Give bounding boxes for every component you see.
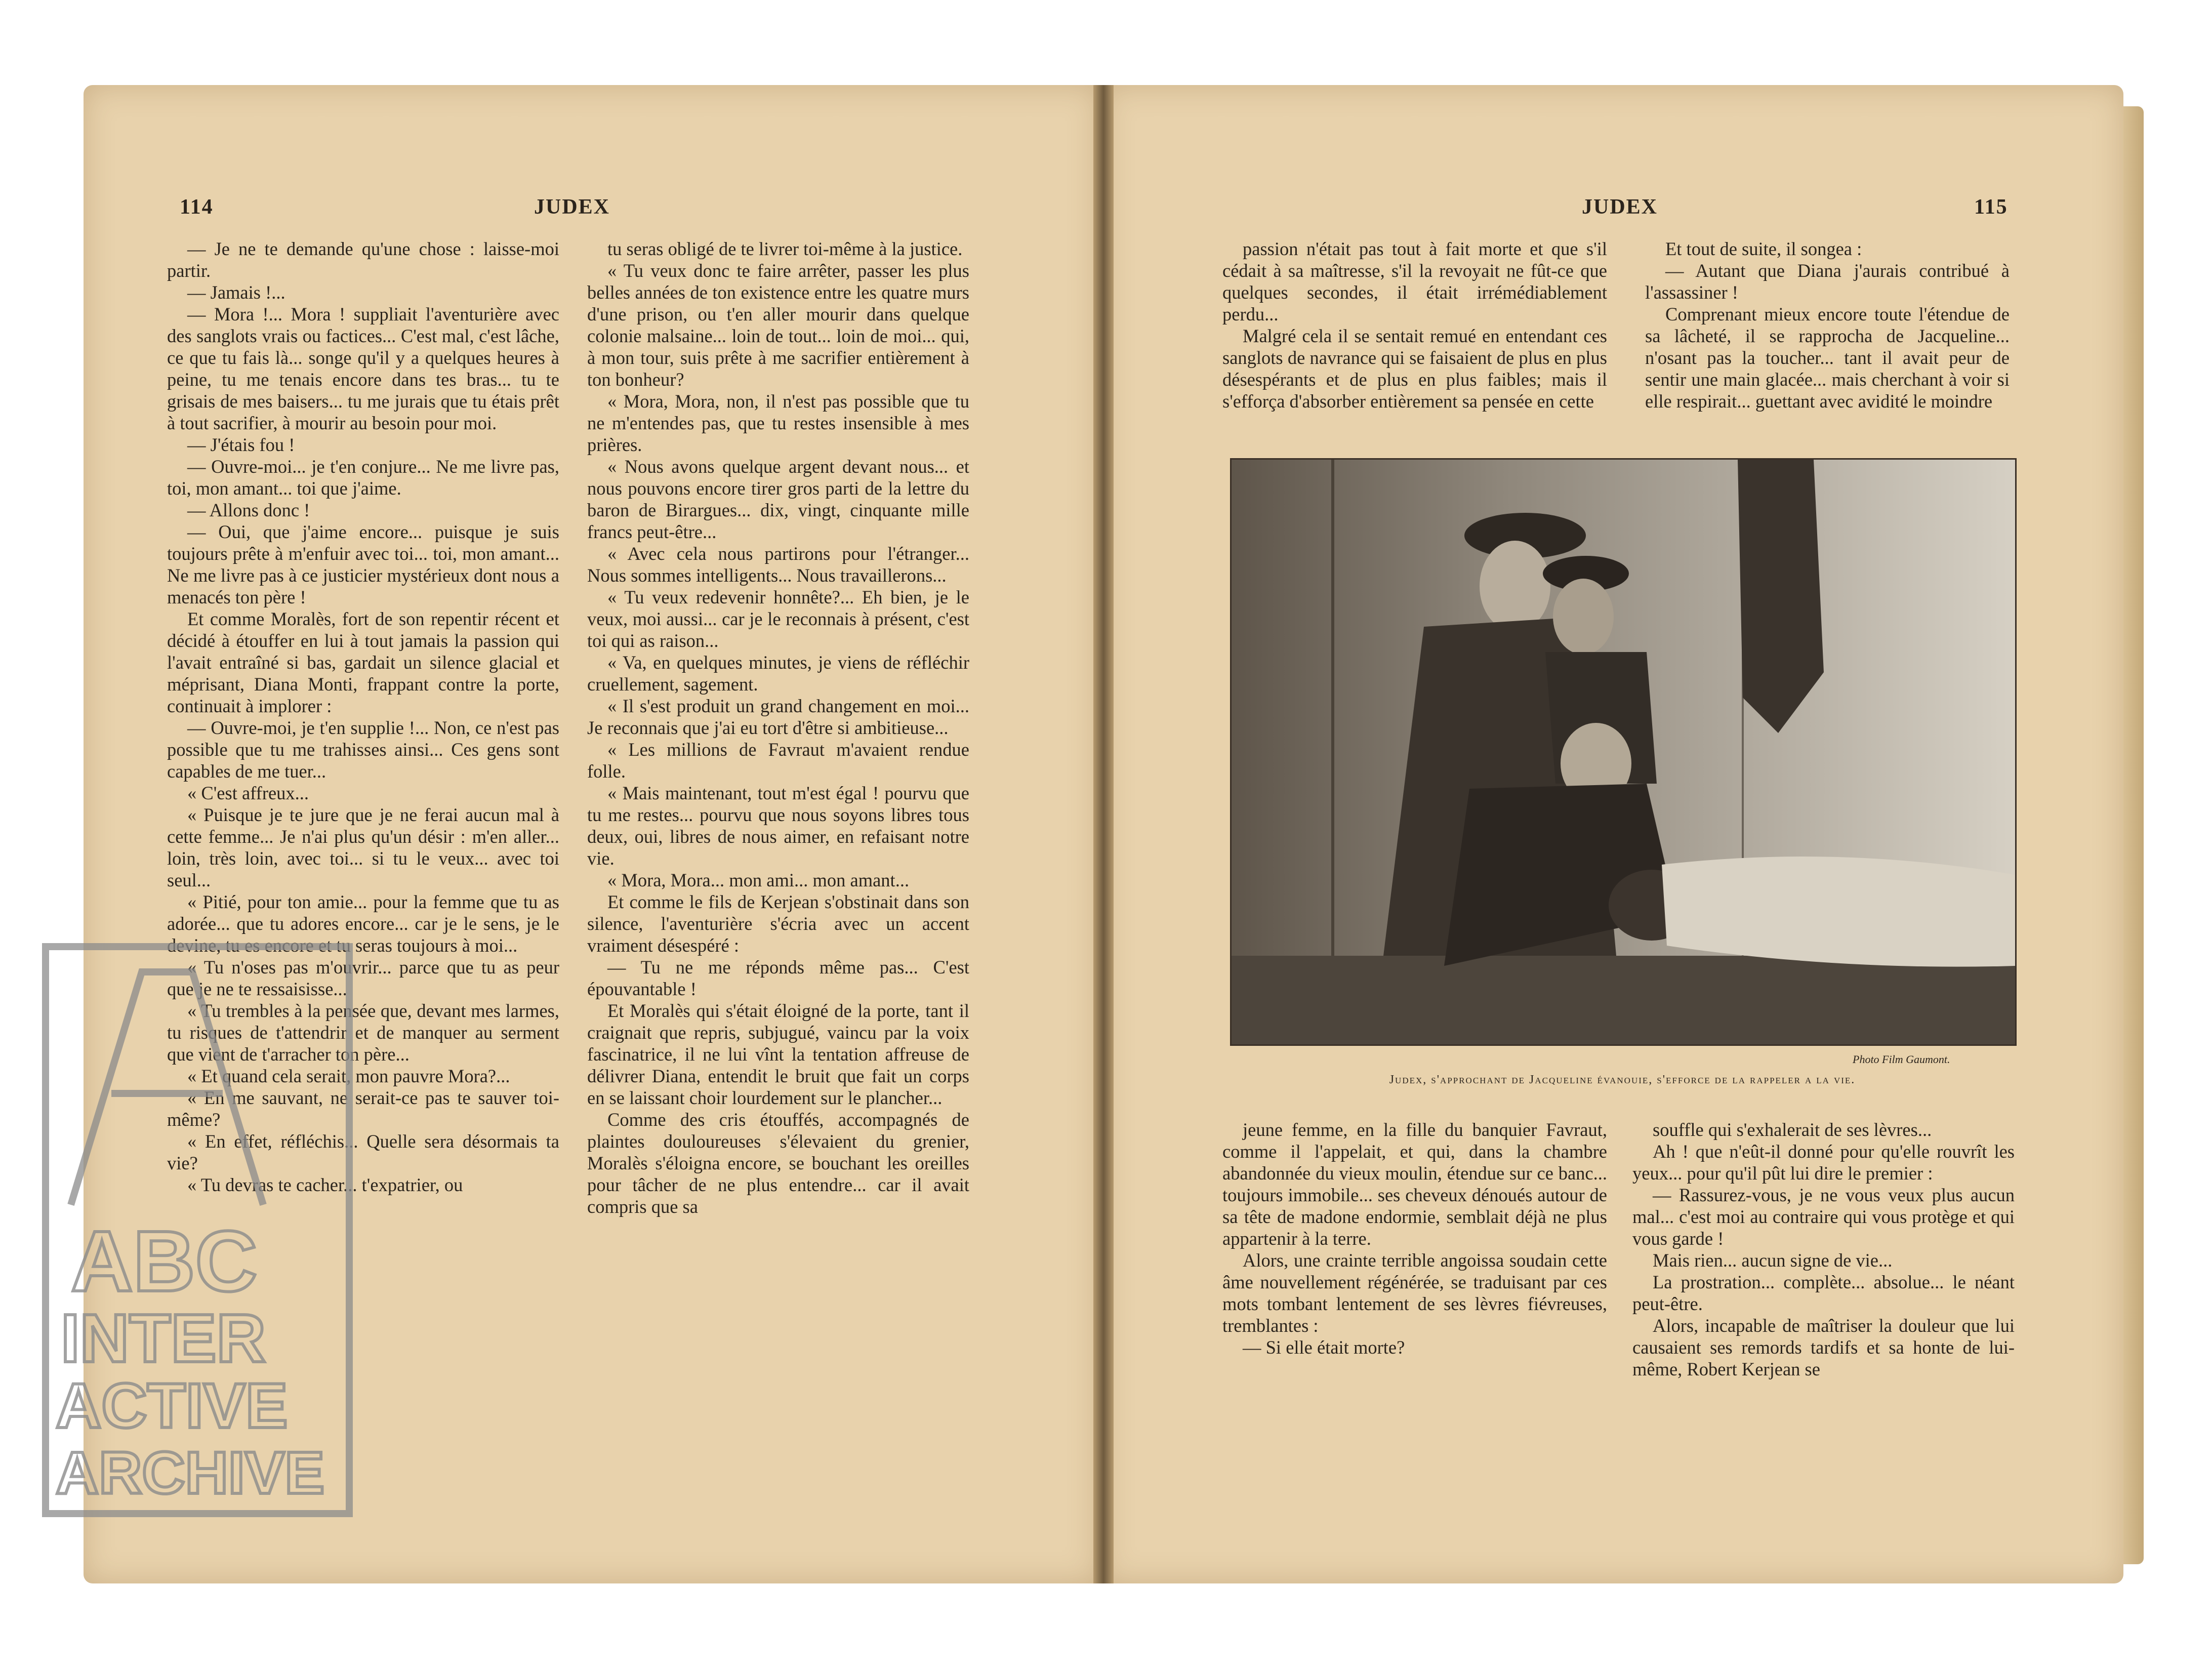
paragraph: — Je ne te demande qu'une chose : laisse-moi partir.	[167, 238, 559, 281]
paragraph: « C'est affreux...	[187, 783, 309, 803]
paragraph: — Ouvre-moi... je t'en conjure... Ne me livre pas, toi, mon amant... toi que j'aime.	[167, 456, 559, 499]
paragraph: Alors, incapable de maîtriser la douleur que lui causaient ses remords tardifs et sa honte de lui-même, Robert Kerjean se	[1632, 1315, 2015, 1379]
paragraph: « Tu devras te cacher... t'expatrier, ou	[187, 1174, 463, 1195]
paragraph: passion n'était pas tout à fait morte et que s'il cédait à sa maîtresse, s'il la revoyait ne fût-ce que quelques secondes, il était irrémédiablement perdu...	[1222, 238, 1607, 324]
paragraph: « Tu trembles à la pensée que, devant mes larmes, tu risques de t'attendrir et de manquer au serment que vient de t'arracher ton père...	[167, 1000, 559, 1065]
paragraph: Malgré cela il se sentait remué en entendant ces sanglots de navrance qui se faisaient de plus en plus désespérants et de plus en plus faibles; mais il s'efforça d'absorber entièrement sa pensée en cette	[1222, 326, 1607, 412]
watermark-line-3: ACTIVE	[56, 1371, 288, 1441]
paragraph: Ah ! que n'eût-il donné pour qu'elle rouvrît les yeux... pour qu'il pût lui dire le premier :	[1632, 1141, 2015, 1184]
paragraph: — Jamais !...	[187, 282, 285, 303]
watermark-line-4: ARCHIVE	[56, 1440, 325, 1507]
right-page-number: 115	[1974, 195, 2008, 219]
paragraph: — Oui, que j'aime encore... puisque je suis toujours prête à m'enfuir avec toi... toi, mon amant... Ne me livre pas à ce justicier mystérieux dont nous a menacés ton père !	[167, 521, 559, 607]
paragraph: Et comme le fils de Kerjean s'obstinait dans son silence, l'aventurière s'écria avec un accent vraiment désespéré :	[587, 891, 969, 956]
paragraph: « Et quand cela serait, mon pauvre Mora?...	[187, 1066, 510, 1086]
left-column-2	[587, 238, 969, 1217]
paragraph: « Nous avons quelque argent devant nous... et nous pouvons encore tirer gros parti de la lettre du baron de Birargues... dix, vingt, cinquante mille francs peut-être...	[587, 456, 969, 542]
paragraph: « Tu veux donc te faire arrêter, passer les plus belles années de ton existence entre les quatre murs d'une prison, ou t'en aller mourir dans quelque colonie malsaine... loin de tout... loin de moi... qui, à mon tour, suis prête à me sacrifier entièrement à ton bonheur?	[587, 260, 969, 390]
paragraph: « Mais maintenant, tout m'est égal ! pourvu que tu me restes... pourvu que nous soyons libres tous deux, oui, libres de nous aimer, en refaisant notre vie.	[587, 783, 969, 869]
paragraph: — Si elle était morte?	[1243, 1337, 1405, 1358]
paragraph: « Avec cela nous partirons pour l'étranger... Nous sommes intelligents... Nous travaillerons...	[587, 543, 969, 586]
paragraph: « Mora, Mora... mon ami... mon amant...	[607, 870, 910, 890]
page-edges	[2123, 106, 2144, 1564]
photo-credit: Photo Film Gaumont.	[1853, 1053, 1950, 1066]
paragraph: « En effet, réfléchis... Quelle sera désormais ta vie?	[167, 1131, 559, 1173]
left-running-head: JUDEX	[534, 195, 610, 219]
photo-caption: Judex, s'approchant de Jacqueline évanouie, s'efforce de la rappeler a la vie.	[1389, 1073, 1856, 1086]
paragraph: Et tout de suite, il songea :	[1665, 238, 1862, 259]
paragraph: « Mora, Mora, non, il n'est pas possible que tu ne m'entendes pas, que tu restes insensible à mes prières.	[587, 391, 969, 455]
paragraph: — Ouvre-moi, je t'en supplie !... Non, ce n'est pas possible que tu me trahisses ainsi... Ces gens sont capables de me tuer...	[167, 717, 559, 782]
watermark-line-1: ABC	[71, 1213, 258, 1310]
right-running-head: JUDEX	[1582, 195, 1658, 219]
paragraph: — Autant que Diana j'aurais contribué à l'assassiner !	[1645, 260, 2010, 303]
left-page-number: 114	[180, 195, 214, 219]
right-top-column-1	[1222, 238, 1607, 435]
paragraph: — J'étais fou !	[187, 434, 295, 455]
paragraph: Comprenant mieux encore toute l'étendue de sa lâcheté, il se rapprocha de Jacqueline... n'osant pas la toucher... tant il avait peur de sentir une main glacée... mais cherchant à voir si elle respirait... guettant avec avidité le moindre	[1645, 304, 2010, 412]
paragraph: « Puisque je te jure que je ne ferai aucun mal à cette femme... Je n'ai plus qu'un désir : m'en aller... loin, très loin, avec toi... si tu le veux... avec toi seul...	[167, 804, 559, 890]
paragraph: « Va, en quelques minutes, je viens de réfléchir cruellement, sagement.	[587, 652, 969, 695]
paragraph: « Il s'est produit un grand changement en moi... Je reconnais que j'ai eu tort d'être si ambitieuse...	[587, 696, 969, 738]
book-gutter	[1093, 85, 1114, 1583]
paragraph: tu seras obligé de te livrer toi-même à la justice.	[607, 238, 963, 259]
lying-woman	[1662, 857, 2015, 967]
paragraph: « En me sauvant, ne serait-ce pas te sauver toi-même?	[167, 1087, 559, 1130]
paragraph: souffle qui s'exhalerait de ses lèvres...	[1653, 1119, 1932, 1140]
paragraph: Alors, une crainte terrible angoissa soudain cette âme nouvellement régénérée, se traduisant par ces mots tombant lentement de ses lèvres fiévreuses, tremblantes :	[1222, 1250, 1607, 1336]
paragraph: « Pitié, pour ton amie... pour la femme que tu as adorée... que tu adores encore... car je le sens, je le devine, tu es encore et tu seras toujours à moi...	[167, 891, 559, 956]
paragraph: La prostration... complète... absolue... le néant peut-être.	[1632, 1272, 2015, 1314]
paragraph: Et Moralès qui s'était éloigné de la porte, tant il craignait que repris, subjugué, vaincu par la voix fascinatrice, il ne lui vînt la tentation affreuse de délivrer Diana, entendit le bruit que fait un corps en se laissant choir lourdement sur le plancher...	[587, 1000, 969, 1108]
right-bottom-column-2	[1632, 1119, 2015, 1380]
photo-illustration	[1232, 460, 2015, 1044]
paragraph: « Les millions de Favraut m'avaient rendue folle.	[587, 739, 969, 782]
paragraph: Comme des cris étouffés, accompagnés de plaintes douloureuses s'élevaient du grenier, Moralès s'éloigna encore, se bouchant les oreilles pour tâcher de ne plus entendre... car il avait compris que sa	[587, 1109, 969, 1217]
paragraph: « Tu veux redevenir honnête?... Eh bien, je le veux, moi aussi... car je le reconnais à présent, c'est toi qui as raison...	[587, 587, 969, 651]
paragraph: — Allons donc !	[187, 500, 310, 520]
film-still-photo	[1230, 458, 2017, 1046]
archive-watermark-logo	[40, 942, 354, 1519]
paragraph: — Rassurez-vous, je ne vous veux plus aucun mal... c'est moi au contraire qui vous protège et qui vous garde !	[1632, 1185, 2015, 1249]
right-bottom-column-1	[1222, 1119, 1607, 1358]
watermark-line-2: INTER	[61, 1300, 266, 1376]
paragraph: jeune femme, en la fille du banquier Favraut, comme il l'appelait, et qui, dans la chambre abandonnée du vieux moulin, étendue sur ce banc... toujours immobile... ses cheveux dénoués autour de sa tête de madone endormie, semblait déjà ne plus appartenir à la terre.	[1222, 1119, 1607, 1249]
paragraph: — Mora !... Mora ! suppliait l'aventurière avec des sanglots vrais ou factices... C'est mal, c'est lâche, ce que tu fais là... songe qu'il y a quelques heures à peine, tu me tenais encore dans tes bras... tu te grisais de mes baisers... tu me jurais que tu étais prêt à tout sacrifier, à mourir au besoin pour moi.	[167, 304, 559, 433]
paragraph: Et comme Moralès, fort de son repentir récent et décidé à étouffer en lui à tout jamais la passion qui l'avait entraîné si bas, gardait un silence glacial et méprisant, Diana Monti, frappant contre la porte, continuait à implorer :	[167, 608, 559, 716]
right-top-column-2	[1645, 238, 2010, 435]
paragraph: « Tu n'oses pas m'ouvrir... parce que tu as peur que je ne te ressaisisse...	[167, 957, 559, 999]
paragraph: Mais rien... aucun signe de vie...	[1653, 1250, 1893, 1271]
paragraph: — Tu ne me réponds même pas... C'est épouvantable !	[587, 957, 969, 999]
